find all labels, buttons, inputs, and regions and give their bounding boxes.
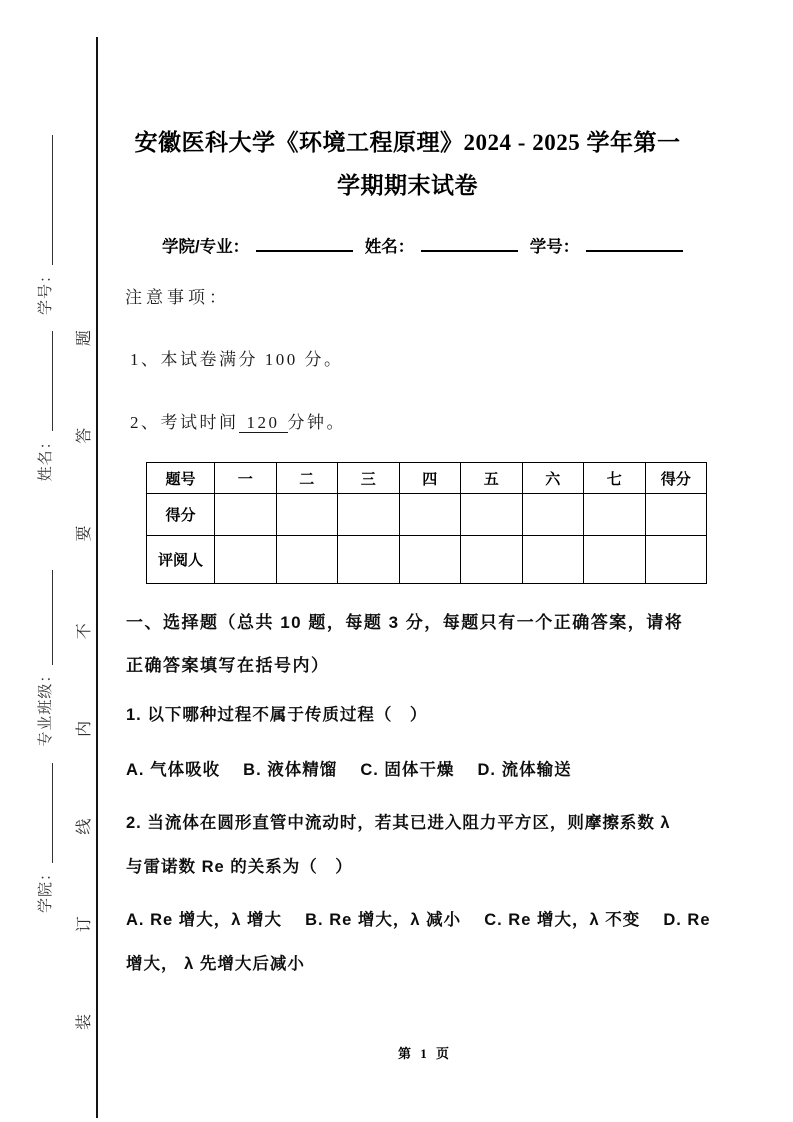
score-cell — [461, 494, 523, 536]
question-2-options-line2: 增大， λ 先增大后减小 — [126, 955, 305, 973]
score-table-header-cell: 六 — [522, 463, 584, 494]
page-title — [95, 121, 720, 207]
score-table-header-cell: 四 — [399, 463, 461, 494]
sidebar-class-blank — [49, 570, 53, 665]
sidebar-field-class — [38, 568, 55, 747]
score-table-header-cell: 一 — [215, 463, 277, 494]
sidebar-field-college — [38, 761, 55, 913]
sidebar-field-student-id — [38, 133, 55, 315]
question-2-text-line1: 2. 当流体在圆形直管中流动时，若其已进入阻力平方区，则摩擦系数 λ — [126, 814, 671, 832]
binding-char: 线 — [75, 818, 93, 835]
sidebar-name-blank — [49, 331, 53, 431]
sidebar-student-id-label: 学号： — [37, 267, 54, 316]
notice-item-1: 1、本试卷满分 100 分。 — [130, 350, 344, 369]
page-title-line2: 学期期末试卷 — [337, 173, 478, 198]
reviewer-cell — [584, 536, 646, 584]
score-table-header-row — [147, 463, 707, 494]
question-2-text-line2: 与雷诺数 Re 的关系为（ ） — [126, 858, 353, 876]
sidebar-field-name — [38, 329, 55, 481]
score-cell — [399, 494, 461, 536]
sidebar-class-label: 专业班级： — [37, 666, 54, 747]
binding-char: 装 — [75, 1013, 93, 1030]
student-id-label: 学号： — [529, 238, 580, 256]
notice-heading: 注意事项： — [125, 288, 230, 307]
page-title-line1: 安徽医科大学《环境工程原理》2024 - 2025 学年第一 — [134, 130, 681, 155]
question-2-options-line1: A. Re 增大，λ 增大 B. Re 增大，λ 减小 C. Re 增大，λ 不变 D. Re — [126, 911, 711, 929]
page-number: 第 1 页 — [397, 1046, 452, 1061]
notice-item-2-suffix: 分钟。 — [287, 413, 346, 432]
college-major-label: 学院/专业： — [162, 238, 250, 256]
reviewer-row-label: 评阅人 — [147, 536, 215, 584]
binding-char: 答 — [75, 427, 93, 444]
notice-item-2 — [130, 408, 346, 433]
score-row-label: 得分 — [147, 494, 215, 536]
binding-char: 订 — [75, 916, 93, 933]
binding-char: 内 — [75, 720, 93, 737]
college-major-blank — [256, 236, 353, 252]
score-table-header-cell: 题号 — [147, 463, 215, 494]
question-1-text: 1. 以下哪种过程不属于传质过程（ ） — [126, 706, 428, 724]
score-cell — [522, 494, 584, 536]
reviewer-cell — [399, 536, 461, 584]
section-one-heading-line1: 一、选择题（总共 10 题，每题 3 分，每题只有一个正确答案，请将 — [126, 613, 684, 632]
score-table-header-cell: 七 — [584, 463, 646, 494]
student-id-blank — [586, 236, 683, 252]
reviewer-cell — [645, 536, 707, 584]
score-table — [146, 462, 707, 584]
notice-item-2-prefix: 2、考试时间 — [130, 413, 239, 432]
sidebar-student-fields — [24, 133, 54, 913]
score-table-header-cell: 五 — [461, 463, 523, 494]
score-cell — [645, 494, 707, 536]
score-table-header-cell: 二 — [276, 463, 338, 494]
score-cell — [584, 494, 646, 536]
section-one-heading-line2: 正确答案填写在括号内） — [126, 656, 330, 675]
sidebar-college-blank — [49, 763, 53, 863]
score-table-header-cell: 三 — [338, 463, 400, 494]
sidebar-name-label: 姓名： — [37, 433, 54, 482]
reviewer-cell — [276, 536, 338, 584]
binding-char: 题 — [75, 330, 93, 347]
binding-char: 要 — [75, 525, 93, 542]
score-cell — [338, 494, 400, 536]
score-table-header-cell: 得分 — [645, 463, 707, 494]
reviewer-cell — [338, 536, 400, 584]
reviewer-cell — [215, 536, 277, 584]
student-info-line — [162, 233, 690, 257]
score-table-reviewer-row — [147, 536, 707, 584]
question-1-options: A. 气体吸收 B. 液体精馏 C. 固体干燥 D. 流体输送 — [126, 761, 572, 779]
score-cell — [215, 494, 277, 536]
binding-char: 不 — [75, 623, 93, 640]
name-blank — [421, 236, 518, 252]
score-cell — [276, 494, 338, 536]
reviewer-cell — [461, 536, 523, 584]
sidebar-student-id-blank — [49, 135, 53, 265]
sidebar-college-label: 学院： — [37, 864, 54, 913]
name-label: 姓名： — [364, 238, 415, 256]
exam-duration-value: 120 — [239, 413, 288, 433]
score-table-score-row — [147, 494, 707, 536]
reviewer-cell — [522, 536, 584, 584]
binding-warning-text — [68, 330, 96, 1030]
